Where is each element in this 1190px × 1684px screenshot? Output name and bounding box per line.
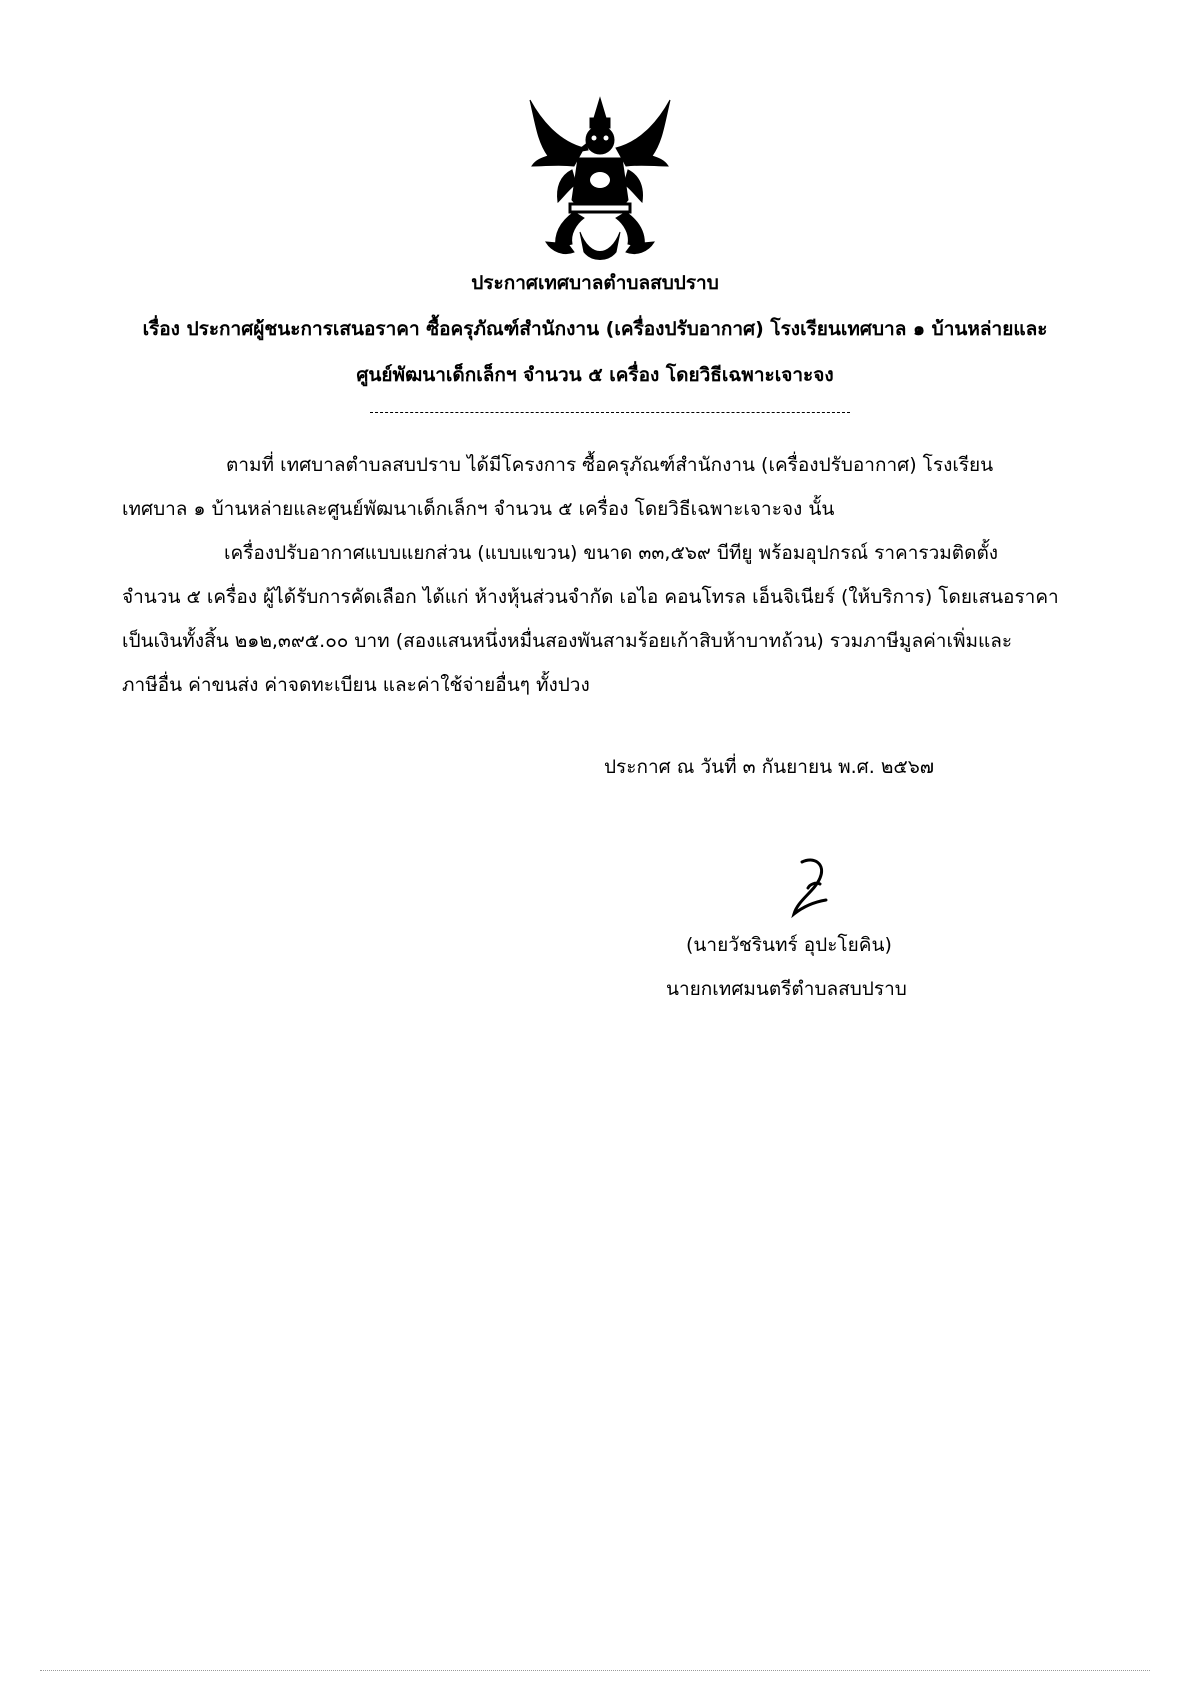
issuer-heading: ประกาศเทศบาลตำบลสบปราบ	[471, 272, 719, 294]
announcement-date: ประกาศ ณ วันที่ ๓ กันยายน พ.ศ. ๒๕๖๗	[604, 756, 935, 778]
body-line-1: ตามที่ เทศบาลตำบลสบปราบ ได้มีโครงการ ซื้อครุภัณฑ์สำนักงาน (เครื่องปรับอากาศ) โรงเรียน	[226, 454, 994, 476]
divider	[370, 412, 850, 413]
signature-icon	[780, 854, 840, 924]
subject-line-2: ศูนย์พัฒนาเด็กเล็กฯ จำนวน ๕ เครื่อง โดยวิธีเฉพาะเจาะจง	[356, 364, 834, 386]
signer-title: นายกเทศมนตรีตำบลสบปราบ	[666, 978, 907, 1000]
scan-artifact-line	[40, 1670, 1150, 1671]
body-line-6: ภาษีอื่น ค่าขนส่ง ค่าจดทะเบียน และค่าใช้จ่ายอื่นๆ ทั้งปวง	[122, 674, 590, 696]
signer-name: (นายวัชรินทร์ อุปะโยคิน)	[686, 934, 892, 956]
body-line-4: จำนวน ๕ เครื่อง ผู้ได้รับการคัดเลือก ได้แก่ ห้างหุ้นส่วนจำกัด เอไอ คอนโทรล เอ็นจิเนียร์ (ให้บริการ) โดยเสนอราคา	[122, 586, 1059, 608]
body-line-5: เป็นเงินทั้งสิ้น ๒๑๒,๓๙๕.๐๐ บาท (สองแสนหนึ่งหมื่นสองพันสามร้อยเก้าสิบห้าบาทถ้วน) รวมภาษีมูลค่าเพิ่มและ	[122, 630, 1013, 652]
body-line-3: เครื่องปรับอากาศแบบแยกส่วน (แบบแขวน) ขนาด ๓๓,๕๖๙ บีทียู พร้อมอุปกรณ์ ราคารวมติดตั้ง	[224, 542, 999, 564]
body-line-2: เทศบาล ๑ บ้านหล่ายและศูนย์พัฒนาเด็กเล็กฯ จำนวน ๕ เครื่อง โดยวิธีเฉพาะเจาะจง นั้น	[122, 498, 835, 520]
subject-line-1: เรื่อง ประกาศผู้ชนะการเสนอราคา ซื้อครุภัณฑ์สำนักงาน (เครื่องปรับอากาศ) โรงเรียนเทศบาล ๑ บ้านหล่ายและ	[142, 318, 1048, 340]
garuda-emblem-icon	[520, 92, 680, 264]
